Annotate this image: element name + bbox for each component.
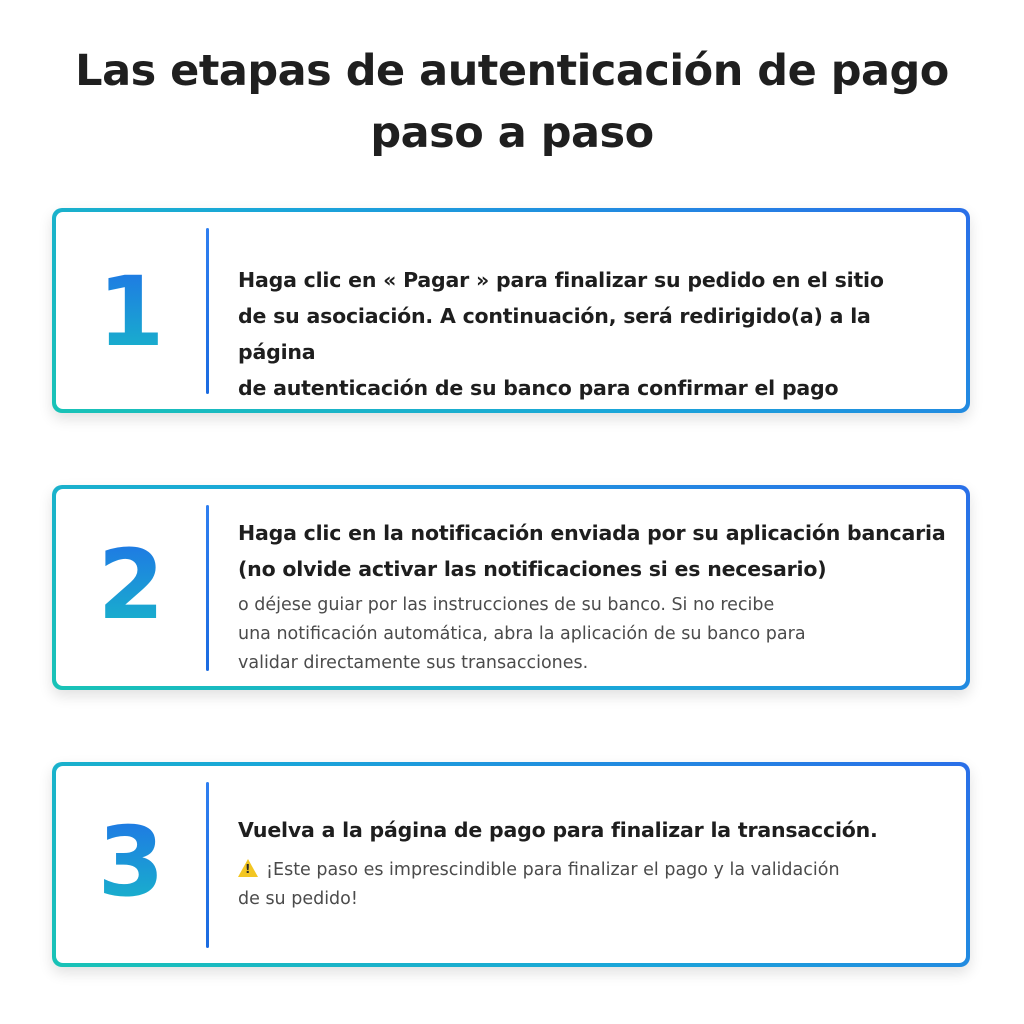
step-3-detail-2: de su pedido!	[238, 889, 358, 909]
step-number-3: 3	[56, 812, 206, 912]
step-divider-3	[206, 782, 209, 948]
step-number-1: 1	[56, 262, 206, 362]
title-line-1	[0, 40, 1024, 102]
step-text-2	[238, 515, 946, 678]
step-1-line-2: de su asociación. A continuación, será redirigido(a) a la página	[238, 304, 871, 364]
warning-icon	[238, 859, 258, 877]
step-card-2	[52, 485, 970, 690]
title-part-1: Las etapas de	[75, 46, 420, 96]
step-card-1	[52, 208, 970, 413]
step-2-line-2: (no olvide activar las notificaciones si es necesario)	[238, 557, 827, 581]
step-2-detail-2: una notificación automática, abra la aplicación de su banco para	[238, 624, 806, 644]
page-title	[0, 40, 1024, 164]
step-divider-2	[206, 505, 209, 671]
step-text-3	[238, 812, 946, 914]
step-1-line-3: de autenticación de su banco para confirmar el pago	[238, 376, 839, 400]
step-3-line-1: Vuelva a la página de pago para finalizar la transacción.	[238, 818, 878, 842]
title-line-2: paso a paso	[370, 108, 654, 158]
step-1-line-1: Haga clic en « Pagar » para finalizar su pedido en el sitio	[238, 268, 884, 292]
step-2-detail-3: validar directamente sus transacciones.	[238, 653, 589, 673]
step-2-line-1: Haga clic en la notificación enviada por su aplicación bancaria	[238, 521, 946, 545]
step-number-2: 2	[56, 535, 206, 635]
step-2-detail-1: o déjese guiar por las instrucciones de su banco. Si no recibe	[238, 595, 775, 615]
title-highlight: autenticación de pago	[419, 40, 949, 102]
step-card-3	[52, 762, 970, 967]
step-3-detail-1	[238, 856, 946, 885]
step-text-1	[238, 262, 946, 406]
step-divider-1	[206, 228, 209, 394]
step-3-detail-1-text: ¡Este paso es imprescindible para finalizar el pago y la validación	[266, 860, 840, 880]
